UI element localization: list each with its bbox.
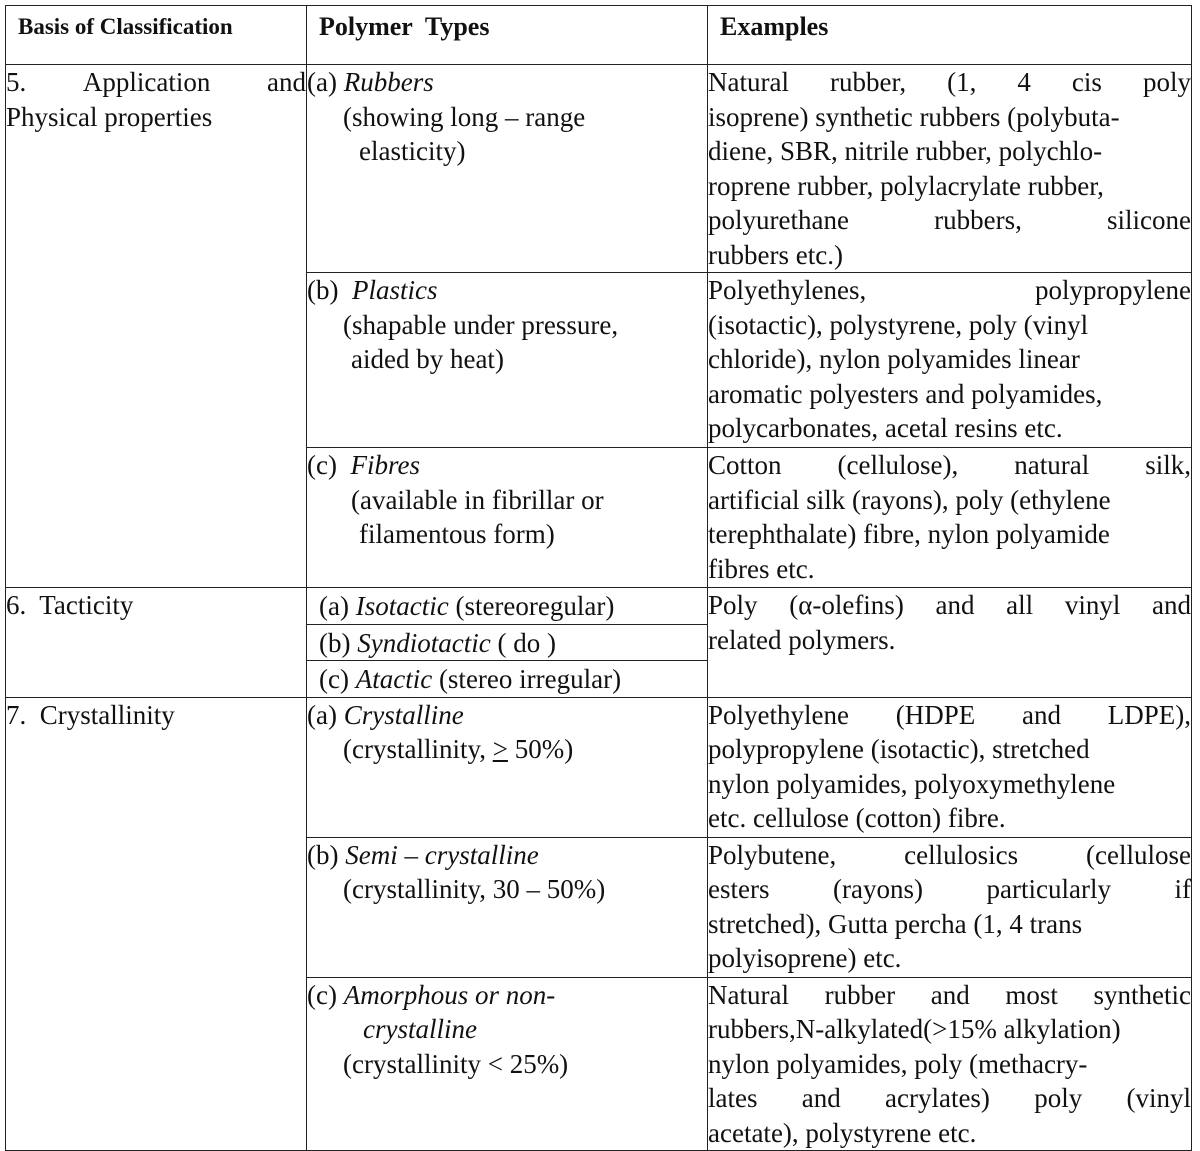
type-amorphous: (c) Amorphous or non- crystalline (crystallinity < 25%) [307,977,708,1151]
basis-tacticity: 6. Tacticity [6,588,307,698]
examples-rubbers: Natural rubber, (1, 4 cis poly isoprene) synthetic rubbers (polybuta- diene, SBR, nitrile rubber, polychlo- roprene rubber, polylacrylate rubber, polyurethane rubbers, silicone rubbers etc.) [708,65,1192,273]
table-row [6,697,1192,837]
basis-crystallinity: 7. Crystallinity [6,697,307,1151]
examples-tacticity: Poly (α-olefins) and all vinyl and related polymers. [708,588,1192,698]
type-plastics: (b) Plastics (shapable under pressure, aided by heat) [307,273,708,448]
examples-amorphous: Natural rubber and most synthetic rubbers,N-alkylated(>15% alkylation) nylon polyamides, poly (methacry- lates and acrylates) poly (vinyl acetate), polystyrene etc. [708,977,1192,1151]
type-semi-crystalline: (b) Semi – crystalline (crystallinity, 30 – 50%) [307,837,708,977]
header-types: Polymer Types [307,6,708,65]
table-row [6,65,1192,273]
type-isotactic: (a) Isotactic (stereoregular) [307,588,708,625]
type-syndiotactic: (b) Syndiotactic ( do ) [307,624,708,661]
examples-plastics: Polyethylenes, polypropylene (isotactic), polystyrene, poly (vinyl chloride), nylon polyamides linear aromatic polyesters and polyamides, polycarbonates, acetal resins etc. [708,273,1192,448]
type-atactic: (c) Atactic (stereo irregular) [307,661,708,698]
examples-crystalline: Polyethylene (HDPE and LDPE), polypropylene (isotactic), stretched nylon polyamides, polyoxymethylene etc. cellulose (cotton) fibre. [708,697,1192,837]
header-examples: Examples [708,6,1192,65]
examples-semi-crystalline: Polybutene, cellulosics (cellulose esters (rayons) particularly if stretched), Gutta percha (1, 4 trans polyisoprene) etc. [708,837,1192,977]
classification-table [5,5,1192,1151]
type-rubbers: (a) Rubbers (showing long – range elasticity) [307,65,708,273]
type-crystalline: (a) Crystalline (crystallinity, > 50%) [307,697,708,837]
examples-fibres: Cotton (cellulose), natural silk, artificial silk (rayons), poly (ethylene terephthalate) fibre, nylon polyamide fibres etc. [708,448,1192,588]
header-basis: Basis of Classification [6,6,307,65]
basis-application: 5. Application and Physical properties [6,65,307,588]
header-row [6,6,1192,65]
table-row [6,588,1192,625]
type-fibres: (c) Fibres (available in fibrillar or filamentous form) [307,448,708,588]
